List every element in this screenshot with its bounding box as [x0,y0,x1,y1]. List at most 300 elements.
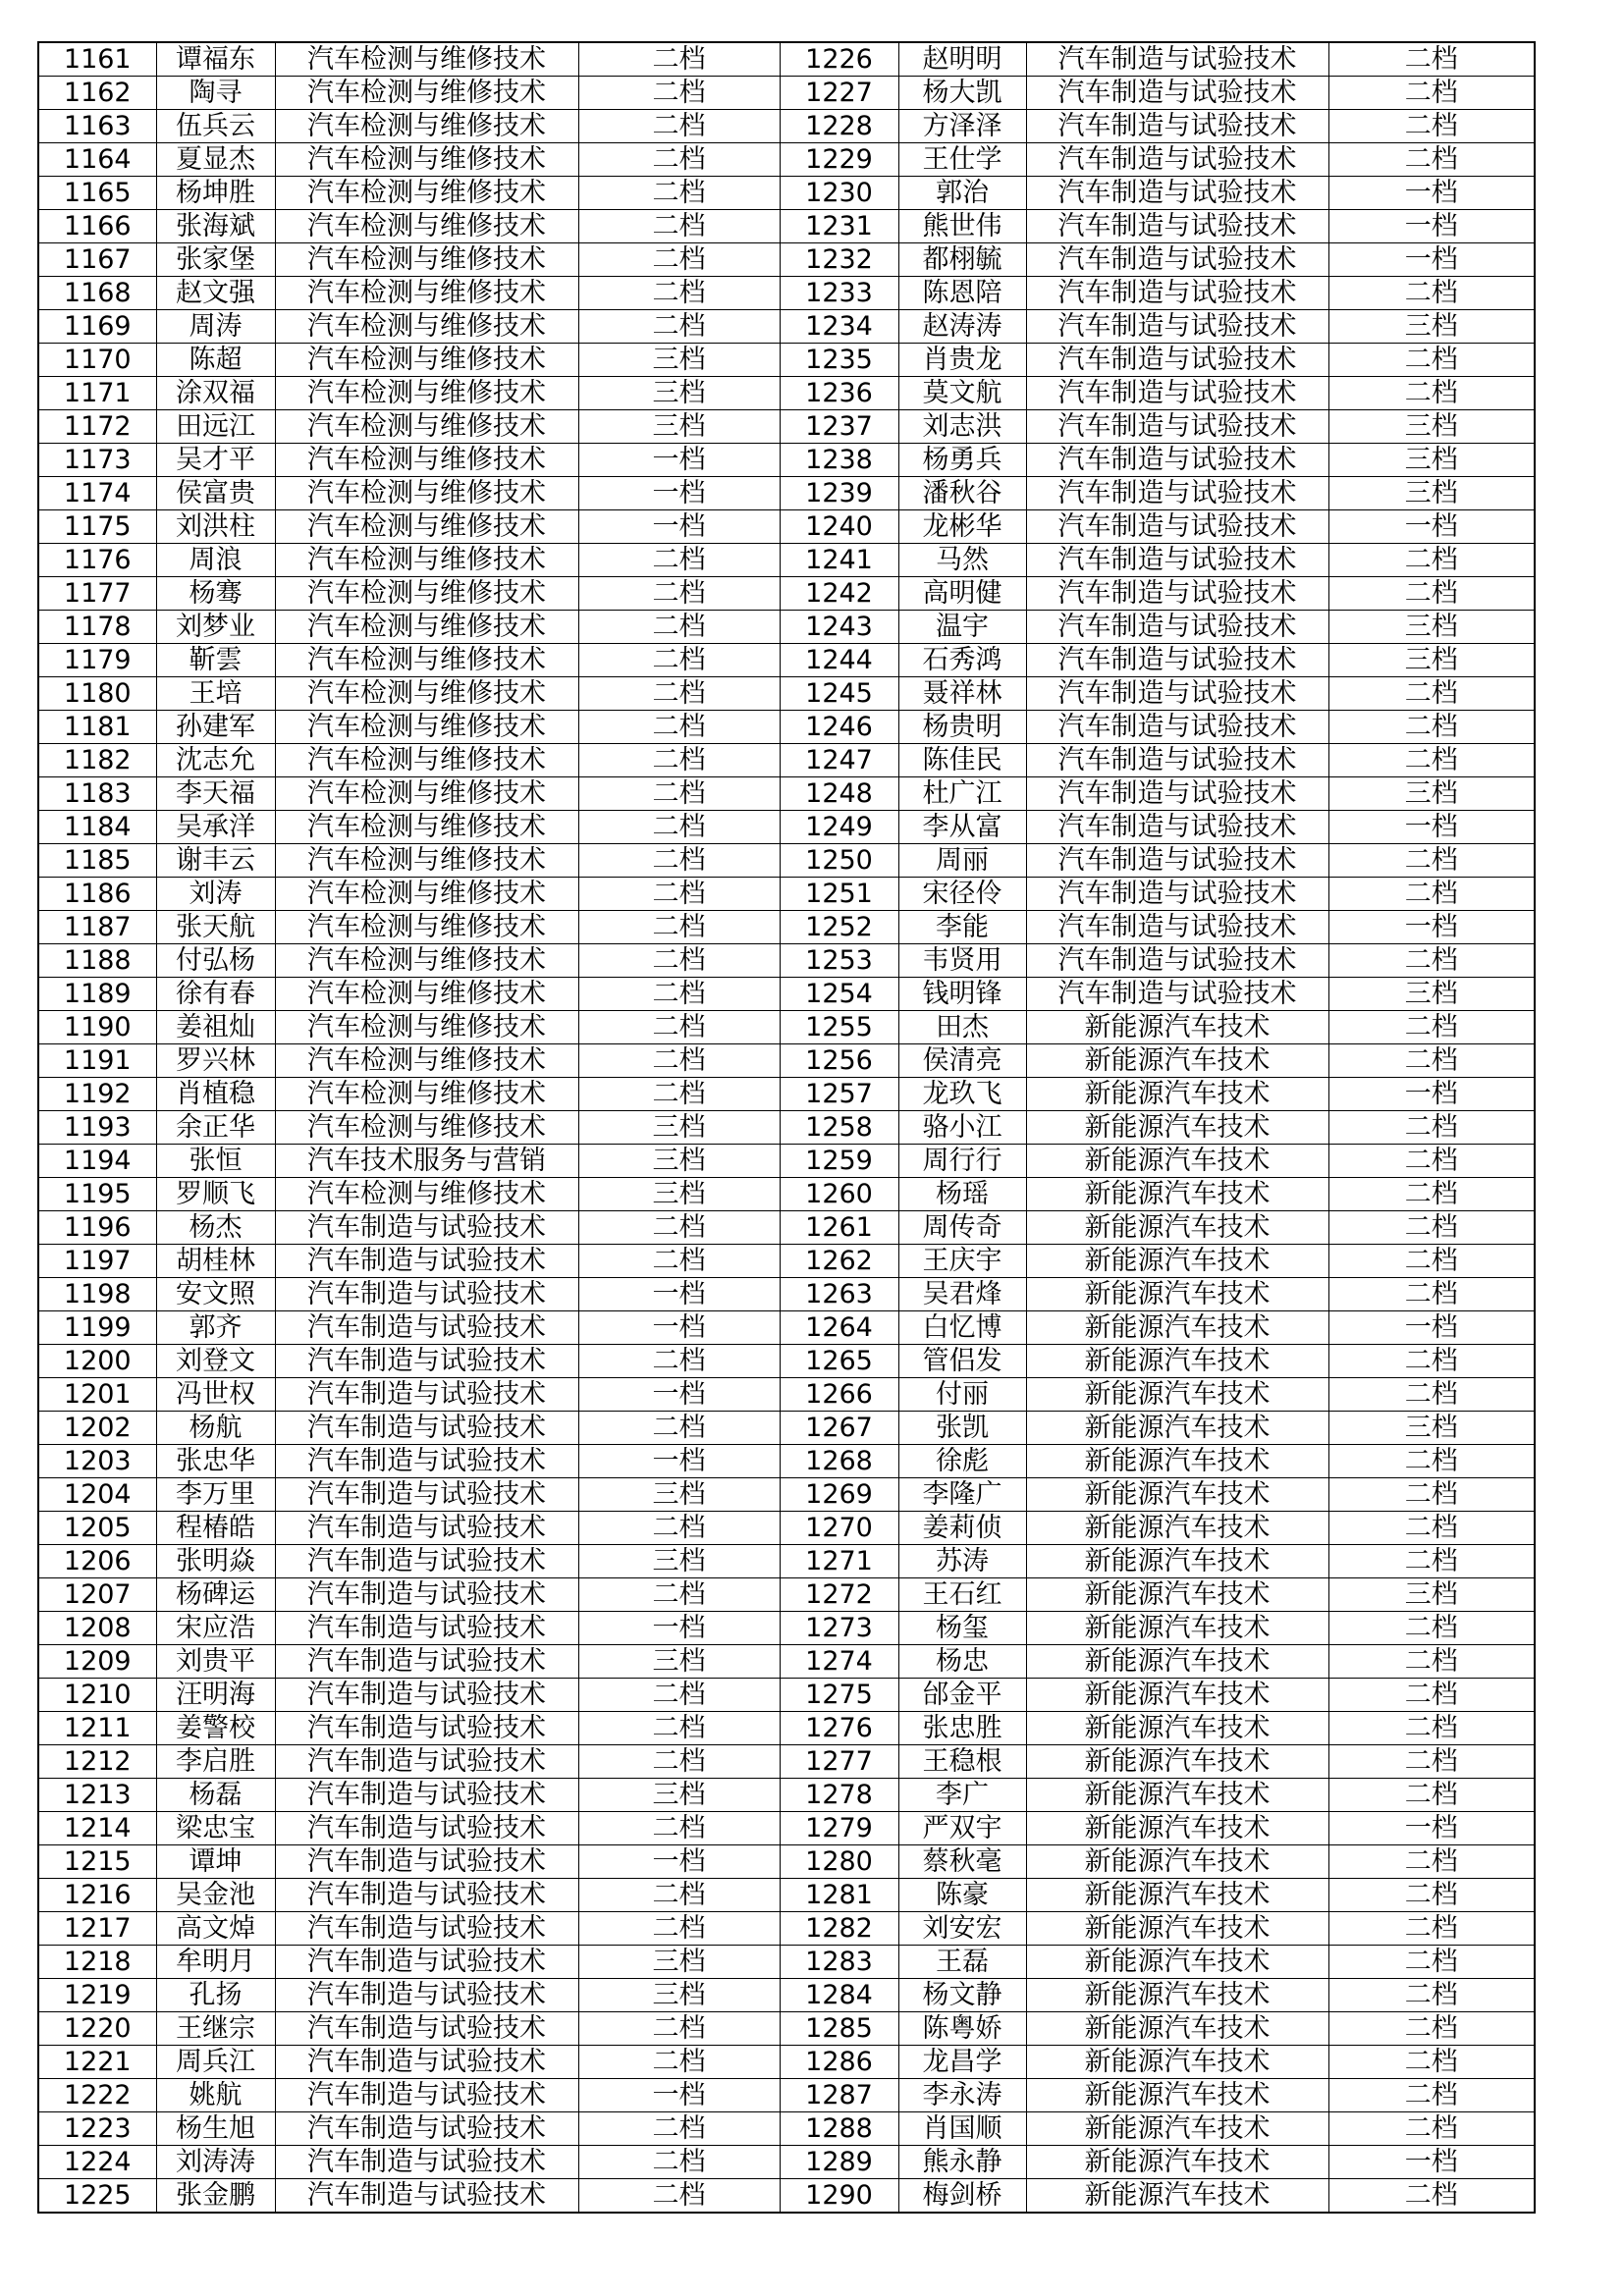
student-name-cell: 方泽泽 [898,110,1026,143]
major-cell: 汽车制造与试验技术 [1026,143,1328,177]
grade-level-cell: 二档 [1328,1612,1535,1645]
record-number-cell: 1247 [780,744,898,777]
table-row [38,911,1535,944]
record-number-cell: 1244 [780,644,898,677]
table-row [38,110,1535,143]
student-name-cell: 聂祥林 [898,677,1026,711]
grade-level-cell: 二档 [1328,1912,1535,1946]
grade-level-cell: 二档 [578,1011,780,1044]
major-cell: 汽车制造与试验技术 [275,1912,578,1946]
grade-level-cell: 二档 [1328,77,1535,110]
grade-level-cell: 二档 [1328,1145,1535,1178]
record-number-cell: 1170 [38,344,156,377]
major-cell: 汽车检测与维修技术 [275,477,578,510]
student-name-cell: 陈恩陪 [898,277,1026,310]
major-cell: 汽车制造与试验技术 [1026,344,1328,377]
major-cell: 汽车制造与试验技术 [275,2179,578,2214]
student-name-cell: 吴才平 [156,444,275,477]
student-name-cell: 高明健 [898,577,1026,611]
grade-level-cell: 二档 [578,644,780,677]
major-cell: 汽车制造与试验技术 [1026,277,1328,310]
student-name-cell: 姚航 [156,2079,275,2112]
record-number-cell: 1191 [38,1044,156,1078]
major-cell: 新能源汽车技术 [1026,1245,1328,1278]
student-name-cell: 李启胜 [156,1745,275,1779]
grade-level-cell: 二档 [578,577,780,611]
record-number-cell: 1212 [38,1745,156,1779]
record-number-cell: 1240 [780,510,898,544]
grade-level-cell: 二档 [578,677,780,711]
student-name-cell: 刘洪柱 [156,510,275,544]
student-name-cell: 白忆博 [898,1311,1026,1345]
record-number-cell: 1268 [780,1445,898,1478]
table-row [38,1679,1535,1712]
major-cell: 汽车制造与试验技术 [275,1745,578,1779]
grade-level-cell: 二档 [1328,42,1535,77]
student-name-cell: 周浪 [156,544,275,577]
grade-level-cell: 二档 [578,210,780,243]
grade-level-cell: 一档 [1328,911,1535,944]
record-number-cell: 1166 [38,210,156,243]
record-number-cell: 1220 [38,2012,156,2046]
student-name-cell: 汪明海 [156,1679,275,1712]
table-row [38,510,1535,544]
record-number-cell: 1194 [38,1145,156,1178]
student-name-cell: 吴金池 [156,1879,275,1912]
student-name-cell: 肖贵龙 [898,344,1026,377]
grade-level-cell: 二档 [578,1879,780,1912]
grade-level-cell: 一档 [1328,510,1535,544]
record-number-cell: 1272 [780,1578,898,1612]
table-row [38,577,1535,611]
table-row [38,1145,1535,1178]
table-row [38,2012,1535,2046]
record-number-cell: 1178 [38,611,156,644]
table-row [38,377,1535,410]
record-number-cell: 1185 [38,844,156,878]
major-cell: 汽车检测与维修技术 [275,611,578,644]
record-number-cell: 1251 [780,878,898,911]
major-cell: 汽车制造与试验技术 [275,1812,578,1845]
table-row [38,544,1535,577]
student-name-cell: 牟明月 [156,1946,275,1979]
major-cell: 汽车制造与试验技术 [1026,711,1328,744]
record-number-cell: 1281 [780,1879,898,1912]
grade-level-cell: 二档 [1328,110,1535,143]
record-number-cell: 1202 [38,1412,156,1445]
grade-level-cell: 一档 [1328,1812,1535,1845]
student-name-cell: 刘梦业 [156,611,275,644]
major-cell: 汽车检测与维修技术 [275,444,578,477]
record-number-cell: 1224 [38,2146,156,2179]
grade-level-cell: 二档 [578,1712,780,1745]
record-number-cell: 1276 [780,1712,898,1745]
record-number-cell: 1257 [780,1078,898,1111]
major-cell: 汽车制造与试验技术 [1026,477,1328,510]
major-cell: 汽车检测与维修技术 [275,711,578,744]
major-cell: 汽车检测与维修技术 [275,744,578,777]
record-number-cell: 1205 [38,1512,156,1545]
table-row [38,878,1535,911]
record-number-cell: 1213 [38,1779,156,1812]
student-name-cell: 杨忠 [898,1645,1026,1679]
record-number-cell: 1219 [38,1979,156,2012]
record-number-cell: 1274 [780,1645,898,1679]
major-cell: 汽车检测与维修技术 [275,110,578,143]
table-row [38,2112,1535,2146]
student-name-cell: 姜警校 [156,1712,275,1745]
grade-level-cell: 一档 [1328,210,1535,243]
record-number-cell: 1180 [38,677,156,711]
student-name-cell: 周行行 [898,1145,1026,1178]
grade-level-cell: 二档 [578,1578,780,1612]
grade-level-cell: 二档 [578,878,780,911]
student-name-cell: 龙昌学 [898,2046,1026,2079]
major-cell: 汽车制造与试验技术 [1026,611,1328,644]
record-number-cell: 1171 [38,377,156,410]
student-name-cell: 邰金平 [898,1679,1026,1712]
major-cell: 新能源汽车技术 [1026,1445,1328,1478]
table-row [38,444,1535,477]
record-number-cell: 1214 [38,1812,156,1845]
major-cell: 汽车检测与维修技术 [275,344,578,377]
grade-level-cell: 一档 [578,1612,780,1645]
grade-level-cell: 一档 [578,510,780,544]
grade-level-cell: 二档 [1328,1445,1535,1478]
student-name-cell: 孙建军 [156,711,275,744]
student-name-cell: 王仕学 [898,143,1026,177]
record-number-cell: 1167 [38,243,156,277]
record-number-cell: 1235 [780,344,898,377]
grade-level-cell: 二档 [1328,2179,1535,2214]
student-name-cell: 蔡秋毫 [898,1845,1026,1879]
record-number-cell: 1222 [38,2079,156,2112]
record-number-cell: 1266 [780,1378,898,1412]
student-name-cell: 罗顺飞 [156,1178,275,1211]
record-number-cell: 1200 [38,1345,156,1378]
student-name-cell: 杨航 [156,1412,275,1445]
student-name-cell: 沈志允 [156,744,275,777]
major-cell: 新能源汽车技术 [1026,1345,1328,1378]
grade-level-cell: 一档 [578,1445,780,1478]
student-name-cell: 罗兴林 [156,1044,275,1078]
record-number-cell: 1207 [38,1578,156,1612]
major-cell: 汽车检测与维修技术 [275,1044,578,1078]
table-row [38,811,1535,844]
table-row [38,1812,1535,1845]
record-number-cell: 1246 [780,711,898,744]
major-cell: 汽车检测与维修技术 [275,944,578,978]
record-number-cell: 1288 [780,2112,898,2146]
major-cell: 汽车制造与试验技术 [275,1946,578,1979]
major-cell: 汽车检测与维修技术 [275,1111,578,1145]
grade-level-cell: 二档 [1328,1779,1535,1812]
record-number-cell: 1173 [38,444,156,477]
record-number-cell: 1255 [780,1011,898,1044]
record-number-cell: 1199 [38,1311,156,1345]
grade-level-cell: 三档 [578,1178,780,1211]
major-cell: 汽车制造与试验技术 [1026,210,1328,243]
table-row [38,1178,1535,1211]
major-cell: 新能源汽车技术 [1026,2112,1328,2146]
major-cell: 新能源汽车技术 [1026,1378,1328,1412]
record-number-cell: 1238 [780,444,898,477]
student-name-cell: 王继宗 [156,2012,275,2046]
grade-level-cell: 一档 [578,2079,780,2112]
record-number-cell: 1290 [780,2179,898,2214]
major-cell: 新能源汽车技术 [1026,1211,1328,1245]
student-name-cell: 谢丰云 [156,844,275,878]
student-name-cell: 侯清亮 [898,1044,1026,1078]
student-name-cell: 张忠胜 [898,1712,1026,1745]
grade-level-cell: 二档 [1328,1545,1535,1578]
student-name-cell: 李永涛 [898,2079,1026,2112]
major-cell: 汽车制造与试验技术 [1026,644,1328,677]
major-cell: 汽车制造与试验技术 [275,1412,578,1445]
grade-level-cell: 三档 [578,1111,780,1145]
record-number-cell: 1227 [780,77,898,110]
grade-level-cell: 二档 [1328,2046,1535,2079]
record-number-cell: 1248 [780,777,898,811]
record-number-cell: 1258 [780,1111,898,1145]
major-cell: 汽车制造与试验技术 [1026,911,1328,944]
student-name-cell: 刘贵平 [156,1645,275,1679]
major-cell: 新能源汽车技术 [1026,1845,1328,1879]
major-cell: 汽车制造与试验技术 [1026,177,1328,210]
student-name-cell: 骆小江 [898,1111,1026,1145]
major-cell: 汽车检测与维修技术 [275,1011,578,1044]
grade-level-cell: 二档 [1328,1378,1535,1412]
grade-level-cell: 一档 [1328,1311,1535,1345]
record-number-cell: 1203 [38,1445,156,1478]
table-row [38,1311,1535,1345]
grade-level-cell: 二档 [578,844,780,878]
table-row [38,2079,1535,2112]
table-row [38,344,1535,377]
major-cell: 汽车制造与试验技术 [275,1645,578,1679]
student-name-cell: 李能 [898,911,1026,944]
major-cell: 汽车制造与试验技术 [275,1445,578,1478]
major-cell: 新能源汽车技术 [1026,1011,1328,1044]
student-name-cell: 张金鹏 [156,2179,275,2214]
table-row [38,1946,1535,1979]
grade-level-cell: 二档 [578,1245,780,1278]
grade-level-cell: 一档 [578,1378,780,1412]
record-number-cell: 1273 [780,1612,898,1645]
student-name-cell: 吴承洋 [156,811,275,844]
record-number-cell: 1243 [780,611,898,644]
grade-level-cell: 三档 [578,1478,780,1512]
grade-level-cell: 二档 [1328,1178,1535,1211]
record-number-cell: 1209 [38,1645,156,1679]
student-name-cell: 韦贤用 [898,944,1026,978]
major-cell: 汽车检测与维修技术 [275,844,578,878]
table-row [38,1578,1535,1612]
major-cell: 汽车制造与试验技术 [1026,878,1328,911]
grade-level-cell: 二档 [578,1745,780,1779]
student-name-cell: 郭治 [898,177,1026,210]
student-name-cell: 杨勇兵 [898,444,1026,477]
student-name-cell: 杨坤胜 [156,177,275,210]
record-number-cell: 1183 [38,777,156,811]
record-number-cell: 1201 [38,1378,156,1412]
grade-level-cell: 二档 [1328,1745,1535,1779]
table-row [38,1512,1535,1545]
grade-level-cell: 二档 [1328,1011,1535,1044]
student-name-cell: 杨生旭 [156,2112,275,2146]
record-number-cell: 1285 [780,2012,898,2046]
table-row [38,42,1535,77]
record-number-cell: 1265 [780,1345,898,1378]
record-number-cell: 1225 [38,2179,156,2214]
grade-level-cell: 二档 [1328,1712,1535,1745]
grade-level-cell: 二档 [578,1211,780,1245]
student-name-cell: 梅剑桥 [898,2179,1026,2214]
table-row [38,1545,1535,1578]
grade-level-cell: 二档 [578,42,780,77]
grade-level-cell: 二档 [578,2046,780,2079]
student-name-cell: 潘秋谷 [898,477,1026,510]
student-name-cell: 张凯 [898,1412,1026,1445]
major-cell: 汽车检测与维修技术 [275,143,578,177]
major-cell: 新能源汽车技术 [1026,1879,1328,1912]
student-name-cell: 李广 [898,1779,1026,1812]
student-name-cell: 刘涛涛 [156,2146,275,2179]
major-cell: 汽车制造与试验技术 [1026,777,1328,811]
major-cell: 汽车制造与试验技术 [275,1278,578,1311]
major-cell: 汽车制造与试验技术 [1026,544,1328,577]
student-name-cell: 杨文静 [898,1979,1026,2012]
grade-level-cell: 一档 [1328,1078,1535,1111]
major-cell: 汽车制造与试验技术 [275,1512,578,1545]
record-number-cell: 1204 [38,1478,156,1512]
grade-level-cell: 一档 [1328,2146,1535,2179]
student-name-cell: 吴君烽 [898,1278,1026,1311]
grade-level-cell: 二档 [578,77,780,110]
grade-level-cell: 三档 [578,344,780,377]
major-cell: 新能源汽车技术 [1026,1412,1328,1445]
table-row [38,1445,1535,1478]
student-name-cell: 杨大凯 [898,77,1026,110]
grade-level-cell: 二档 [1328,1845,1535,1879]
major-cell: 汽车制造与试验技术 [1026,377,1328,410]
record-number-cell: 1198 [38,1278,156,1311]
major-cell: 汽车检测与维修技术 [275,377,578,410]
major-cell: 汽车检测与维修技术 [275,310,578,344]
record-number-cell: 1282 [780,1912,898,1946]
record-number-cell: 1175 [38,510,156,544]
grade-level-cell: 二档 [578,744,780,777]
grade-level-cell: 二档 [578,2146,780,2179]
table-row [38,1845,1535,1879]
table-row [38,1779,1535,1812]
grade-level-cell: 二档 [578,1078,780,1111]
record-number-cell: 1189 [38,978,156,1011]
student-name-cell: 赵文强 [156,277,275,310]
record-number-cell: 1186 [38,878,156,911]
student-name-cell: 莫文航 [898,377,1026,410]
grade-level-cell: 二档 [1328,1211,1535,1245]
student-name-cell: 龙彬华 [898,510,1026,544]
grade-level-cell: 三档 [1328,310,1535,344]
record-number-cell: 1278 [780,1779,898,1812]
student-name-cell: 姜祖灿 [156,1011,275,1044]
record-number-cell: 1217 [38,1912,156,1946]
record-number-cell: 1275 [780,1679,898,1712]
table-row [38,2179,1535,2214]
record-number-cell: 1261 [780,1211,898,1245]
major-cell: 汽车检测与维修技术 [275,510,578,544]
grade-level-cell: 二档 [1328,2012,1535,2046]
major-cell: 汽车检测与维修技术 [275,911,578,944]
grade-level-cell: 一档 [1328,811,1535,844]
table-row [38,677,1535,711]
table-row [38,777,1535,811]
student-name-cell: 熊世伟 [898,210,1026,243]
student-name-cell: 付弘杨 [156,944,275,978]
major-cell: 汽车技术服务与营销 [275,1145,578,1178]
grade-level-cell: 二档 [578,944,780,978]
student-name-cell: 谭坤 [156,1845,275,1879]
major-cell: 汽车制造与试验技术 [1026,844,1328,878]
student-name-cell: 田远江 [156,410,275,444]
grade-level-cell: 二档 [1328,1111,1535,1145]
grade-level-cell: 三档 [578,1545,780,1578]
major-cell: 新能源汽车技术 [1026,1946,1328,1979]
student-name-cell: 杨玺 [898,1612,1026,1645]
major-cell: 新能源汽车技术 [1026,1311,1328,1345]
student-name-cell: 王庆宇 [898,1245,1026,1278]
student-name-cell: 刘安宏 [898,1912,1026,1946]
major-cell: 汽车制造与试验技术 [275,1345,578,1378]
grade-level-cell: 三档 [578,1145,780,1178]
student-name-cell: 杨骞 [156,577,275,611]
student-name-cell: 陈佳民 [898,744,1026,777]
table-row [38,1211,1535,1245]
student-name-cell: 杜广江 [898,777,1026,811]
record-number-cell: 1250 [780,844,898,878]
major-cell: 汽车制造与试验技术 [275,1845,578,1879]
major-cell: 汽车检测与维修技术 [275,42,578,77]
major-cell: 新能源汽车技术 [1026,2046,1328,2079]
major-cell: 汽车制造与试验技术 [275,1612,578,1645]
grade-level-cell: 二档 [1328,944,1535,978]
record-number-cell: 1262 [780,1245,898,1278]
table-row [38,310,1535,344]
table-row [38,1712,1535,1745]
record-number-cell: 1230 [780,177,898,210]
student-name-cell: 陈超 [156,344,275,377]
major-cell: 汽车制造与试验技术 [1026,677,1328,711]
record-number-cell: 1181 [38,711,156,744]
record-number-cell: 1172 [38,410,156,444]
record-number-cell: 1249 [780,811,898,844]
grade-level-cell: 二档 [1328,1879,1535,1912]
grade-level-cell: 二档 [1328,878,1535,911]
record-number-cell: 1168 [38,277,156,310]
table-row [38,1345,1535,1378]
major-cell: 新能源汽车技术 [1026,2012,1328,2046]
student-name-cell: 温宇 [898,611,1026,644]
student-name-cell: 夏显杰 [156,143,275,177]
table-row [38,1078,1535,1111]
student-name-cell: 王石红 [898,1578,1026,1612]
grade-level-cell: 二档 [1328,277,1535,310]
table-row [38,410,1535,444]
record-number-cell: 1233 [780,277,898,310]
major-cell: 新能源汽车技术 [1026,1278,1328,1311]
grade-level-cell: 二档 [1328,344,1535,377]
